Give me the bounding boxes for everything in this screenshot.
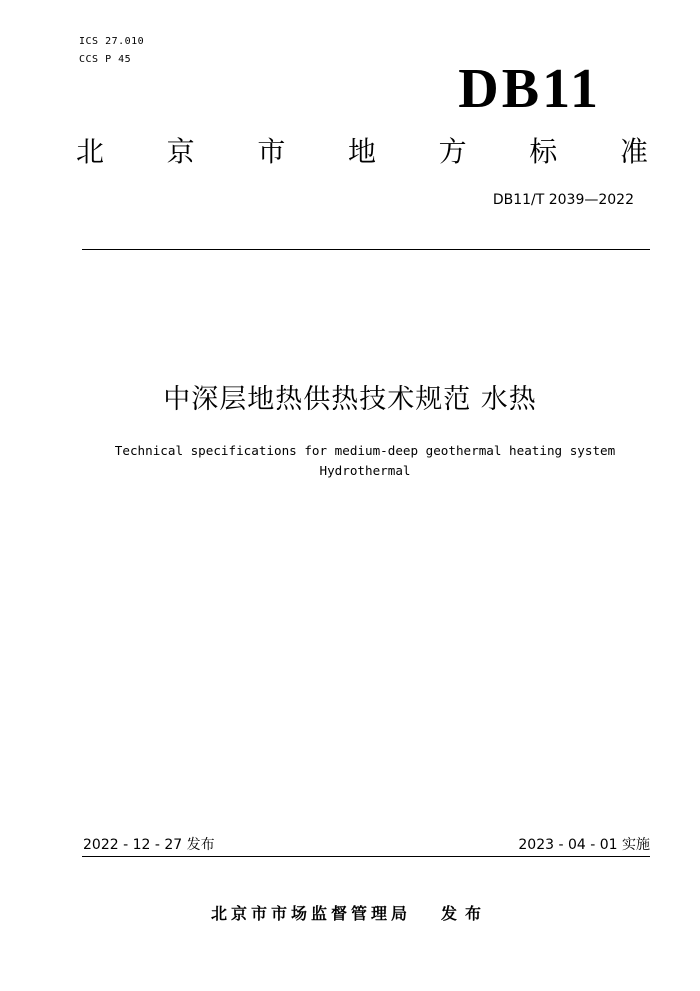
standard-type-char: 方 [438,135,467,168]
publisher [0,902,700,926]
issue-date: 2022 - 12 - 27 发布 [83,837,215,853]
standard-type-char: 京 [166,135,195,168]
title-english-line1: Technical specifications for medium-deep geothermal heating system [114,443,616,458]
publisher-organization: 北京市市场监督管理局 [210,904,411,923]
title-english-line2: Hydrothermal [319,463,411,478]
standard-type-char: 标 [529,135,558,168]
top-divider [82,249,650,250]
implementation-date: 2023 - 04 - 01 实施 [518,837,650,853]
standard-type-char: 地 [347,135,376,168]
standard-code: DB11 [458,58,601,120]
ccs-code: CCS P 45 [79,54,132,65]
title-english [60,441,670,481]
standard-number: DB11/T 2039—2022 [492,192,634,208]
bottom-divider [82,856,650,857]
standard-type-char: 北 [76,135,105,168]
ics-code: ICS 27.010 [79,36,145,47]
standard-type-char: 市 [257,135,286,168]
standard-type-char: 准 [619,135,648,168]
title-chinese: 中深层地热供热技术规范 水热 [163,384,537,415]
standard-type [76,132,648,172]
publisher-action: 发布 [441,904,490,923]
